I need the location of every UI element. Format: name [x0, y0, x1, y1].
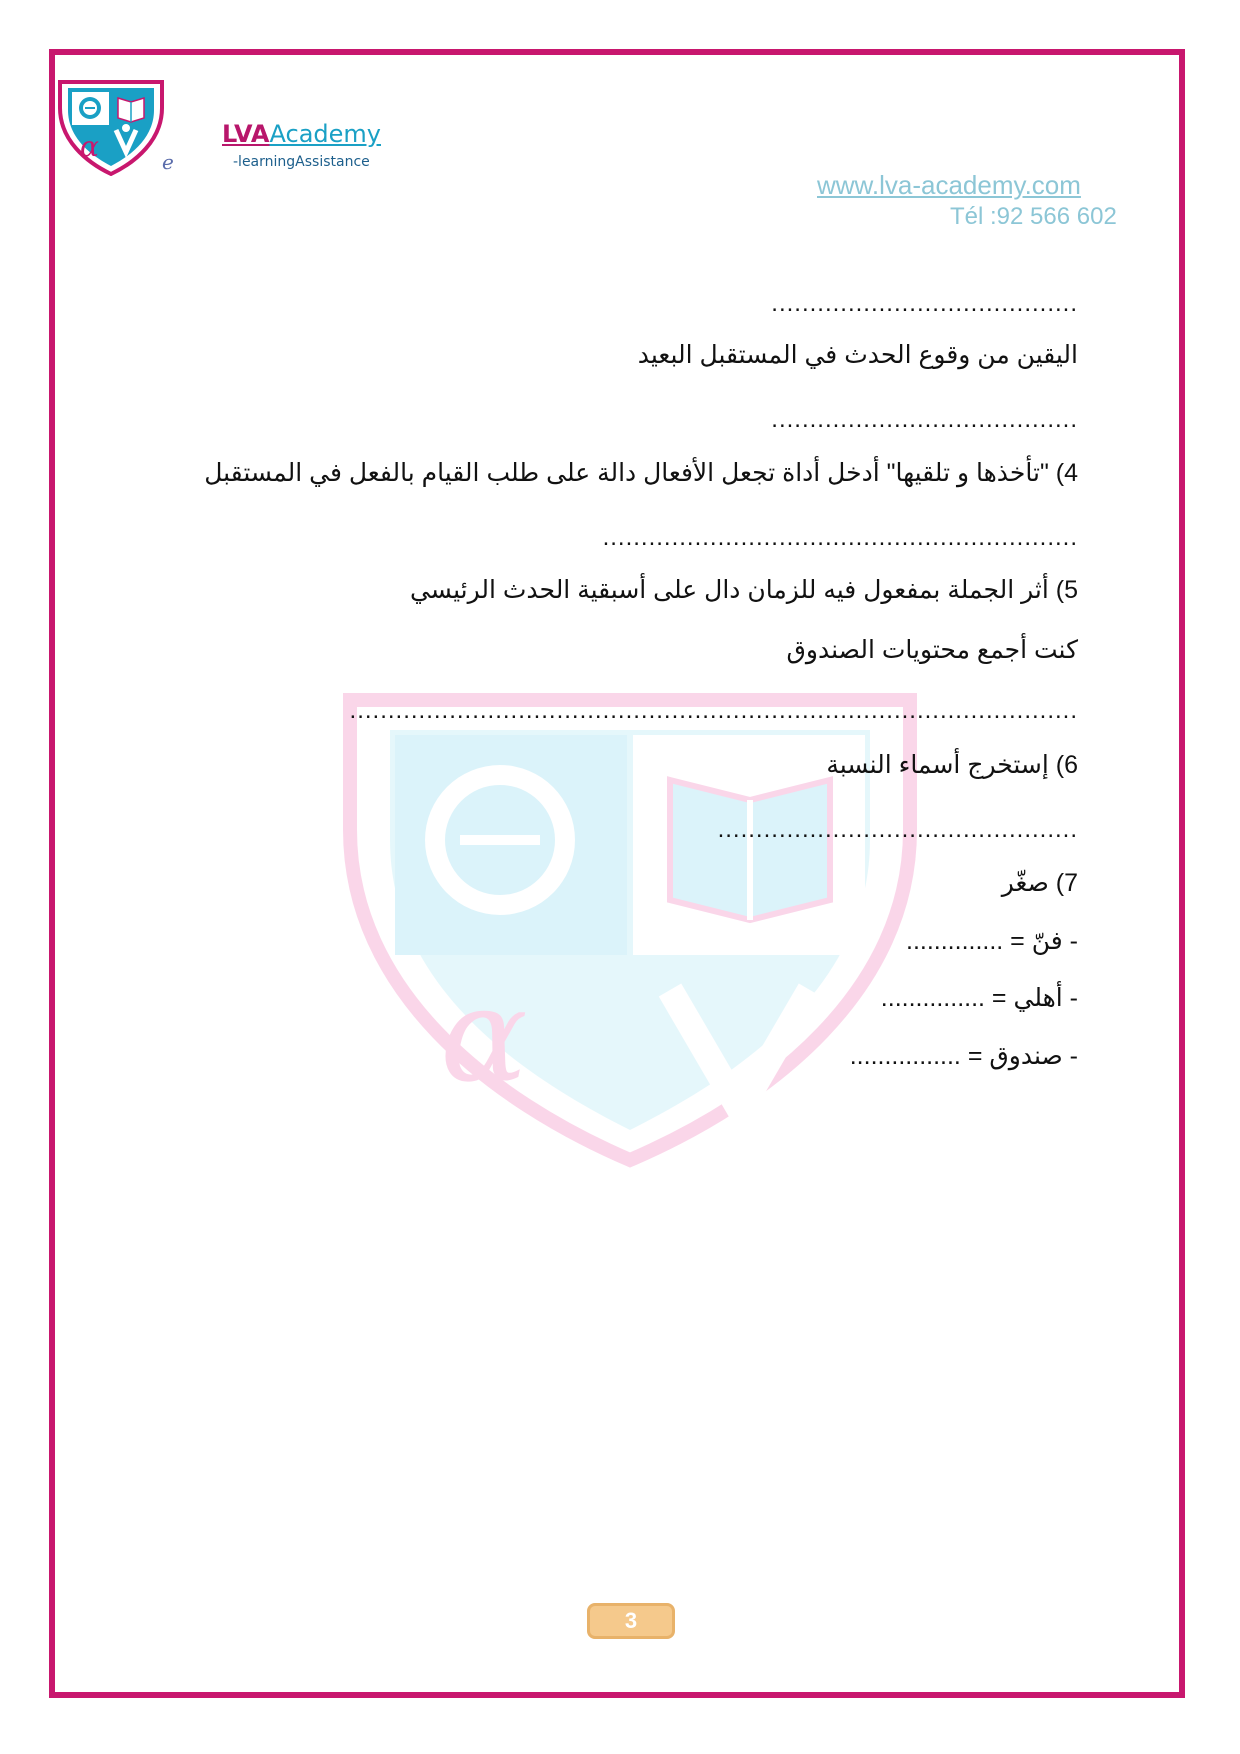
diminutive-item-3: - صندوق = ................	[849, 1042, 1078, 1070]
brand-academy: Academy	[269, 120, 381, 148]
page-number-badge: 3	[587, 1603, 675, 1639]
brand-lva: LVA	[222, 120, 270, 148]
academy-logo	[56, 78, 166, 176]
question-7: 7) صغّر	[1001, 869, 1078, 897]
answer-line-5: ...............................................	[717, 816, 1078, 843]
answer-line-3: ..............................................................	[602, 524, 1078, 551]
logo-e-mark: e	[162, 150, 174, 174]
brand-name	[222, 120, 381, 148]
diminutive-item-2: - أهلي = ...............	[880, 984, 1078, 1012]
svg-text:α: α	[440, 959, 528, 1111]
alpha-icon	[80, 130, 99, 163]
headset-icon	[79, 97, 101, 119]
answer-line-1: ........................................	[771, 290, 1078, 317]
question-5: 5) أثر الجملة بمفعول فيه للزمان دال على أسبقية الحدث الرئيسي	[409, 576, 1078, 604]
book-icon	[118, 98, 144, 122]
phone-number: Tél :92 566 602	[950, 203, 1117, 230]
svg-text:α: α	[80, 130, 99, 163]
question-4: 4) "تأخذها و تلقيها" أدخل أداة تجعل الأفعال دالة على طلب القيام بالفعل في المستقبل	[204, 459, 1078, 487]
question-6: 6) إستخرج أسماء النسبة	[826, 751, 1078, 779]
question-5-sentence: كنت أجمع محتويات الصندوق	[786, 636, 1078, 664]
answer-line-4: ...............................................................................................	[349, 697, 1078, 724]
website-link[interactable]: www.lva-academy.com	[817, 170, 1081, 200]
diminutive-item-1: - فنّ = ..............	[906, 927, 1078, 955]
brand-tagline: -learningAssistance	[233, 154, 370, 170]
answer-line-2: ........................................	[771, 406, 1078, 433]
exercise-text-certainty: اليقين من وقوع الحدث في المستقبل البعيد	[637, 341, 1078, 369]
